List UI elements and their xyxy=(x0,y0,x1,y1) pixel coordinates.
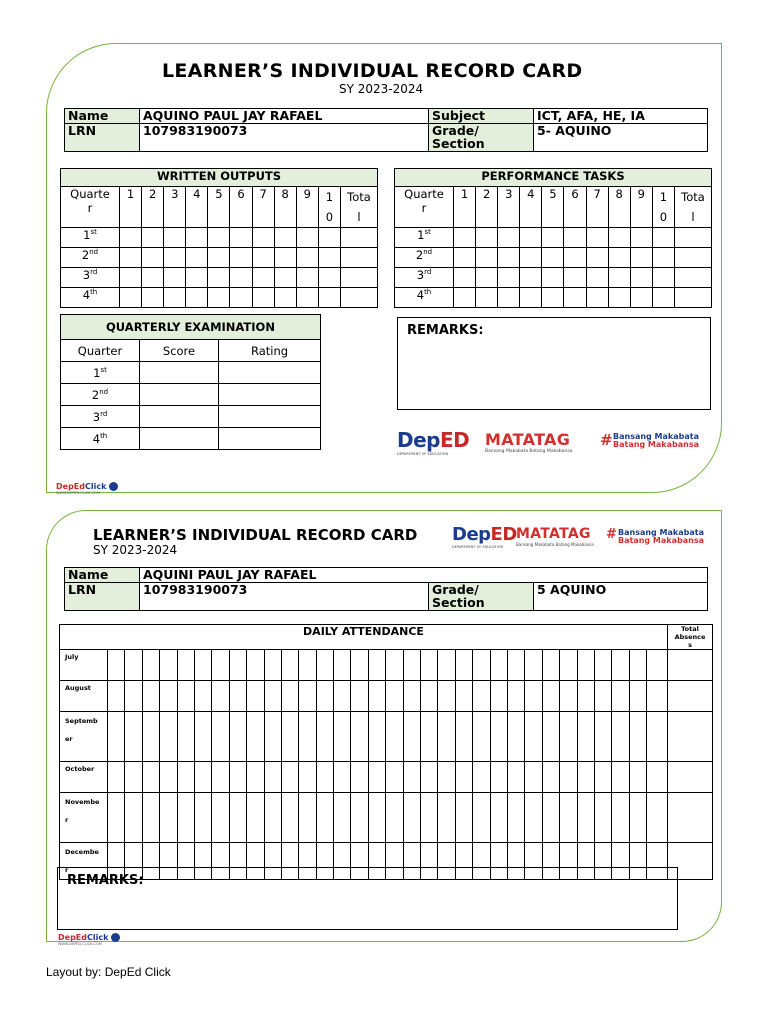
quarter-header: Quarte r xyxy=(61,187,120,228)
quarterly-exam-title: QUARTERLY EXAMINATION xyxy=(61,315,321,340)
name-value: AQUINI PAUL JAY RAFAEL xyxy=(140,568,708,583)
attendance-cell[interactable] xyxy=(229,712,246,762)
col-2: 2 xyxy=(476,187,498,228)
attendance-row xyxy=(60,762,713,793)
attendance-cell[interactable] xyxy=(316,762,333,793)
col-3: 3 xyxy=(164,187,186,228)
grade-section-value: 5 AQUINO xyxy=(534,583,708,611)
attendance-cell[interactable] xyxy=(421,793,438,843)
card1-info-table xyxy=(64,108,708,152)
name-label: Name xyxy=(65,109,140,124)
attendance-cell[interactable] xyxy=(108,681,125,712)
card2-school-year: SY 2023-2024 xyxy=(93,543,178,557)
total-absences-cell[interactable] xyxy=(668,681,713,712)
attendance-cell[interactable] xyxy=(507,762,524,793)
attendance-cell[interactable] xyxy=(421,650,438,681)
attendance-cell[interactable] xyxy=(264,762,281,793)
card1-title: LEARNER’S INDIVIDUAL RECORD CARD xyxy=(162,60,583,82)
attendance-cell[interactable] xyxy=(125,650,142,681)
deped-logo-2: DepED DEPARTMENT OF EDUCATION xyxy=(452,524,517,549)
attendance-cell[interactable] xyxy=(386,712,403,762)
attendance-cell[interactable] xyxy=(194,650,211,681)
attendance-cell[interactable] xyxy=(212,650,229,681)
deped-logo: DepED DEPARTMENT OF EDUCATION xyxy=(397,428,470,456)
attendance-cell[interactable] xyxy=(386,681,403,712)
attendance-cell[interactable] xyxy=(490,650,507,681)
attendance-cell[interactable] xyxy=(594,650,611,681)
performance-tasks-title: PERFORMANCE TASKS xyxy=(395,169,712,187)
attendance-cell[interactable] xyxy=(177,650,194,681)
attendance-cell[interactable] xyxy=(403,712,420,762)
exam-quarter-3: 3rd xyxy=(61,406,140,428)
attendance-cell[interactable] xyxy=(264,650,281,681)
total-absences-header: Total Absence s xyxy=(668,625,713,650)
total-absences-cell[interactable] xyxy=(668,762,713,793)
attendance-cell[interactable] xyxy=(612,712,629,762)
total-absences-cell[interactable] xyxy=(668,650,713,681)
attendance-cell[interactable] xyxy=(438,762,455,793)
quarter-4: 4th xyxy=(61,288,120,308)
depedclick-logo: DepEdClick WWW.DEPED-CLICK.COM xyxy=(56,482,118,495)
attendance-cell[interactable] xyxy=(316,793,333,843)
attendance-cell[interactable] xyxy=(194,793,211,843)
attendance-cell[interactable] xyxy=(229,793,246,843)
attendance-cell[interactable] xyxy=(316,681,333,712)
attendance-cell[interactable] xyxy=(421,762,438,793)
col-1: 1 xyxy=(120,187,142,228)
attendance-cell[interactable] xyxy=(281,681,298,712)
exam-quarter-2: 2nd xyxy=(61,384,140,406)
attendance-cell[interactable] xyxy=(351,650,368,681)
attendance-cell[interactable] xyxy=(229,762,246,793)
attendance-cell[interactable] xyxy=(455,762,472,793)
attendance-cell[interactable] xyxy=(194,762,211,793)
attendance-cell[interactable] xyxy=(403,793,420,843)
exam-col-quarter: Quarter xyxy=(61,340,140,362)
attendance-cell[interactable] xyxy=(229,681,246,712)
attendance-cell[interactable] xyxy=(560,650,577,681)
attendance-cell[interactable] xyxy=(403,762,420,793)
card1-remarks-box xyxy=(397,317,711,410)
attendance-cell[interactable] xyxy=(125,712,142,762)
attendance-cell[interactable] xyxy=(560,712,577,762)
lrn-label: LRN xyxy=(65,124,140,152)
attendance-cell[interactable] xyxy=(160,681,177,712)
attendance-cell[interactable] xyxy=(612,650,629,681)
attendance-cell[interactable] xyxy=(316,712,333,762)
attendance-cell[interactable] xyxy=(438,681,455,712)
quarter-1: 1st xyxy=(61,228,120,248)
attendance-cell[interactable] xyxy=(507,650,524,681)
attendance-cell[interactable] xyxy=(247,712,264,762)
attendance-cell[interactable] xyxy=(647,712,668,762)
attendance-cell[interactable] xyxy=(542,681,559,712)
col-2: 2 xyxy=(142,187,164,228)
exam-quarter-4: 4th xyxy=(61,428,140,450)
attendance-cell[interactable] xyxy=(577,681,594,712)
card1-remarks-label: REMARKS: xyxy=(407,323,484,338)
attendance-cell[interactable] xyxy=(247,650,264,681)
attendance-cell[interactable] xyxy=(560,762,577,793)
attendance-cell[interactable] xyxy=(647,762,668,793)
bansang-makabata-logo-2: # Bansang Makabata Batang Makabansa xyxy=(606,527,704,545)
attendance-cell[interactable] xyxy=(334,793,351,843)
attendance-cell[interactable] xyxy=(629,650,646,681)
attendance-cell[interactable] xyxy=(316,650,333,681)
col-4: 4 xyxy=(520,187,542,228)
quarter-2: 2nd xyxy=(395,248,454,268)
attendance-cell[interactable] xyxy=(473,650,490,681)
attendance-cell[interactable] xyxy=(507,681,524,712)
col-8: 8 xyxy=(274,187,296,228)
card2-remarks-label: REMARKS: xyxy=(67,873,144,888)
col-3: 3 xyxy=(498,187,520,228)
month-label: Novembe r xyxy=(60,793,108,843)
attendance-cell[interactable] xyxy=(351,681,368,712)
attendance-cell[interactable] xyxy=(473,762,490,793)
attendance-cell[interactable] xyxy=(212,681,229,712)
attendance-cell[interactable] xyxy=(125,681,142,712)
name-label: Name xyxy=(65,568,140,583)
attendance-cell[interactable] xyxy=(142,762,159,793)
attendance-cell[interactable] xyxy=(455,793,472,843)
attendance-cell[interactable] xyxy=(594,712,611,762)
attendance-cell[interactable] xyxy=(142,681,159,712)
attendance-cell[interactable] xyxy=(421,681,438,712)
attendance-cell[interactable] xyxy=(299,762,316,793)
daily-attendance-title: DAILY ATTENDANCE xyxy=(60,625,668,650)
attendance-cell[interactable] xyxy=(125,762,142,793)
attendance-cell[interactable] xyxy=(542,650,559,681)
attendance-cell[interactable] xyxy=(421,712,438,762)
attendance-cell[interactable] xyxy=(594,681,611,712)
attendance-cell[interactable] xyxy=(629,712,646,762)
attendance-cell[interactable] xyxy=(455,712,472,762)
attendance-cell[interactable] xyxy=(108,650,125,681)
attendance-cell[interactable] xyxy=(299,793,316,843)
exam-col-score: Score xyxy=(140,340,219,362)
cursor-icon xyxy=(109,482,118,491)
attendance-cell[interactable] xyxy=(577,650,594,681)
attendance-cell[interactable] xyxy=(351,793,368,843)
attendance-cell[interactable] xyxy=(212,712,229,762)
attendance-cell[interactable] xyxy=(612,681,629,712)
attendance-cell[interactable] xyxy=(247,762,264,793)
grade-section-label: Grade/ Section xyxy=(429,583,534,611)
lrn-label: LRN xyxy=(65,583,140,611)
attendance-cell[interactable] xyxy=(507,793,524,843)
attendance-cell[interactable] xyxy=(281,712,298,762)
attendance-cell[interactable] xyxy=(177,793,194,843)
card2-title: LEARNER’S INDIVIDUAL RECORD CARD xyxy=(93,526,418,544)
attendance-cell[interactable] xyxy=(560,793,577,843)
total-header: Tota l xyxy=(675,187,712,228)
attendance-cell[interactable] xyxy=(403,681,420,712)
hashtag-icon: # xyxy=(600,431,613,449)
attendance-cell[interactable] xyxy=(473,712,490,762)
col-5: 5 xyxy=(542,187,564,228)
attendance-cell[interactable] xyxy=(577,793,594,843)
quarter-2: 2nd xyxy=(61,248,120,268)
attendance-cell[interactable] xyxy=(229,650,246,681)
attendance-cell[interactable] xyxy=(490,793,507,843)
attendance-cell[interactable] xyxy=(368,793,385,843)
attendance-cell[interactable] xyxy=(281,650,298,681)
attendance-cell[interactable] xyxy=(160,650,177,681)
col-9: 9 xyxy=(630,187,652,228)
quarter-4: 4th xyxy=(395,288,454,308)
month-label: October xyxy=(60,762,108,793)
attendance-cell[interactable] xyxy=(577,712,594,762)
col-6: 6 xyxy=(564,187,586,228)
attendance-cell[interactable] xyxy=(334,650,351,681)
col-5: 5 xyxy=(208,187,230,228)
subject-label: Subject xyxy=(429,109,534,124)
attendance-cell[interactable] xyxy=(594,762,611,793)
attendance-cell[interactable] xyxy=(177,762,194,793)
attendance-cell[interactable] xyxy=(212,793,229,843)
attendance-cell[interactable] xyxy=(386,762,403,793)
attendance-cell[interactable] xyxy=(490,712,507,762)
attendance-cell[interactable] xyxy=(351,762,368,793)
attendance-cell[interactable] xyxy=(368,762,385,793)
attendance-cell[interactable] xyxy=(177,712,194,762)
attendance-cell[interactable] xyxy=(612,793,629,843)
attendance-cell[interactable] xyxy=(108,762,125,793)
attendance-cell[interactable] xyxy=(194,681,211,712)
col-10: 1 0 xyxy=(652,187,674,228)
attendance-cell[interactable] xyxy=(212,762,229,793)
card2-remarks-box xyxy=(57,867,678,930)
attendance-cell[interactable] xyxy=(264,681,281,712)
col-7: 7 xyxy=(252,187,274,228)
lrn-value: 107983190073 xyxy=(140,124,429,152)
attendance-cell[interactable] xyxy=(629,793,646,843)
attendance-cell[interactable] xyxy=(438,650,455,681)
footer-credit: Layout by: DepEd Click xyxy=(46,965,171,979)
daily-attendance-table xyxy=(59,624,713,880)
attendance-cell[interactable] xyxy=(299,681,316,712)
bansang-makabata-logo: # Bansang Makabata Batang Makabansa xyxy=(600,431,699,449)
attendance-cell[interactable] xyxy=(299,712,316,762)
quarterly-exam-table xyxy=(60,314,321,450)
attendance-cell[interactable] xyxy=(334,712,351,762)
attendance-cell[interactable] xyxy=(560,681,577,712)
attendance-cell[interactable] xyxy=(334,762,351,793)
attendance-cell[interactable] xyxy=(160,712,177,762)
attendance-cell[interactable] xyxy=(194,712,211,762)
attendance-cell[interactable] xyxy=(525,650,542,681)
grade-section-label: Grade/ Section xyxy=(429,124,534,152)
col-1: 1 xyxy=(454,187,476,228)
total-absences-cell[interactable] xyxy=(668,793,713,843)
quarter-3: 3rd xyxy=(61,268,120,288)
attendance-row xyxy=(60,681,713,712)
cursor-icon xyxy=(111,933,120,942)
attendance-cell[interactable] xyxy=(142,712,159,762)
attendance-cell[interactable] xyxy=(108,712,125,762)
col-9: 9 xyxy=(296,187,318,228)
total-absences-cell[interactable] xyxy=(668,712,713,762)
attendance-cell[interactable] xyxy=(281,793,298,843)
quarter-1: 1st xyxy=(395,228,454,248)
attendance-cell[interactable] xyxy=(247,681,264,712)
attendance-row xyxy=(60,793,713,843)
col-7: 7 xyxy=(586,187,608,228)
matatag-logo-2: MATATAG Bansang Makabata Batang Makabansa xyxy=(516,526,594,547)
attendance-cell[interactable] xyxy=(594,793,611,843)
exam-col-rating: Rating xyxy=(219,340,321,362)
attendance-cell[interactable] xyxy=(108,793,125,843)
attendance-cell[interactable] xyxy=(386,650,403,681)
attendance-cell[interactable] xyxy=(629,681,646,712)
attendance-cell[interactable] xyxy=(142,650,159,681)
lrn-value: 107983190073 xyxy=(140,583,429,611)
col-10: 1 0 xyxy=(318,187,340,228)
attendance-cell[interactable] xyxy=(507,712,524,762)
grade-section-value: 5- AQUINO xyxy=(534,124,708,152)
attendance-cell[interactable] xyxy=(455,681,472,712)
col-4: 4 xyxy=(186,187,208,228)
attendance-cell[interactable] xyxy=(612,762,629,793)
attendance-cell[interactable] xyxy=(160,762,177,793)
attendance-cell[interactable] xyxy=(473,681,490,712)
attendance-cell[interactable] xyxy=(490,681,507,712)
matatag-logo: MATATAG Bansang Makabata Batang Makabansa xyxy=(485,430,573,454)
attendance-row xyxy=(60,712,713,762)
col-6: 6 xyxy=(230,187,252,228)
month-label: Decembe r xyxy=(60,843,108,880)
exam-quarter-1: 1st xyxy=(61,362,140,384)
attendance-cell[interactable] xyxy=(525,712,542,762)
attendance-cell[interactable] xyxy=(629,762,646,793)
attendance-cell[interactable] xyxy=(647,793,668,843)
attendance-cell[interactable] xyxy=(647,650,668,681)
attendance-cell[interactable] xyxy=(281,762,298,793)
attendance-cell[interactable] xyxy=(525,793,542,843)
written-outputs-title: WRITTEN OUTPUTS xyxy=(61,169,378,187)
attendance-cell[interactable] xyxy=(368,681,385,712)
attendance-cell[interactable] xyxy=(542,712,559,762)
attendance-cell[interactable] xyxy=(525,681,542,712)
month-label: July xyxy=(60,650,108,681)
month-label: Septemb er xyxy=(60,712,108,762)
attendance-cell[interactable] xyxy=(490,762,507,793)
attendance-cell[interactable] xyxy=(386,793,403,843)
attendance-cell[interactable] xyxy=(577,762,594,793)
attendance-cell[interactable] xyxy=(351,712,368,762)
attendance-cell[interactable] xyxy=(299,650,316,681)
card2-info-table xyxy=(64,567,708,611)
attendance-cell[interactable] xyxy=(247,793,264,843)
attendance-cell[interactable] xyxy=(438,712,455,762)
attendance-cell[interactable] xyxy=(525,762,542,793)
attendance-cell[interactable] xyxy=(264,793,281,843)
name-value: AQUINO PAUL JAY RAFAEL xyxy=(140,109,429,124)
attendance-cell[interactable] xyxy=(368,712,385,762)
attendance-cell[interactable] xyxy=(542,762,559,793)
attendance-row xyxy=(60,650,713,681)
attendance-cell[interactable] xyxy=(473,793,490,843)
attendance-cell[interactable] xyxy=(142,793,159,843)
subject-value: ICT, AFA, HE, IA xyxy=(534,109,708,124)
attendance-cell[interactable] xyxy=(368,650,385,681)
attendance-cell[interactable] xyxy=(125,793,142,843)
hashtag-icon: # xyxy=(606,527,617,542)
month-label: August xyxy=(60,681,108,712)
attendance-cell[interactable] xyxy=(403,650,420,681)
written-outputs-table xyxy=(60,168,378,308)
card1-school-year: SY 2023-2024 xyxy=(339,82,424,96)
attendance-cell[interactable] xyxy=(177,681,194,712)
total-header: Tota l xyxy=(341,187,378,228)
attendance-cell[interactable] xyxy=(542,793,559,843)
attendance-cell[interactable] xyxy=(334,681,351,712)
attendance-cell[interactable] xyxy=(455,650,472,681)
quarter-3: 3rd xyxy=(395,268,454,288)
attendance-cell[interactable] xyxy=(647,681,668,712)
performance-tasks-table xyxy=(394,168,712,308)
attendance-cell[interactable] xyxy=(264,712,281,762)
attendance-cell[interactable] xyxy=(438,793,455,843)
quarter-header: Quarte r xyxy=(395,187,454,228)
depedclick-logo-2: DepEdClick WWW.DEPED-CLICK.COM xyxy=(58,933,120,946)
col-8: 8 xyxy=(608,187,630,228)
attendance-cell[interactable] xyxy=(160,793,177,843)
